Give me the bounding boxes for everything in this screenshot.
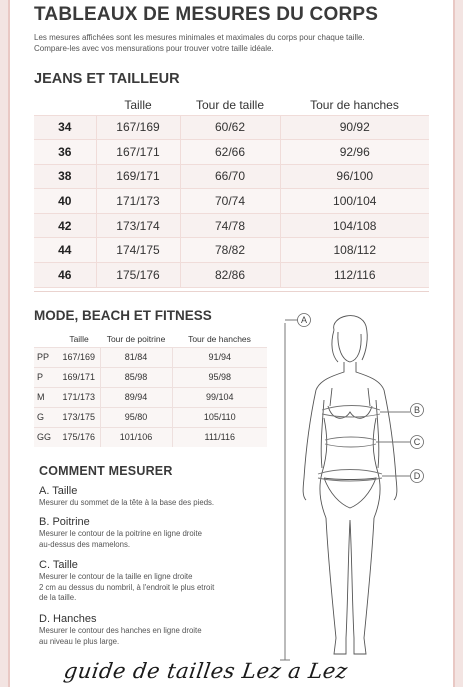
waist-band-lower (325, 444, 376, 447)
mode-col-header: Taille (69, 333, 89, 344)
table-row (34, 164, 429, 189)
hip-cell: 92/96 (280, 140, 429, 165)
shoulders-shape (316, 362, 384, 390)
step-title: C. Taille (39, 559, 78, 571)
hip-cell: 100/104 (280, 189, 429, 214)
bikini-straps (330, 388, 370, 406)
table-row (34, 387, 267, 407)
step-waist (39, 559, 274, 604)
step-desc-line: Mesurer du sommet de la tête à la base des pieds. (39, 498, 215, 507)
howto-heading: COMMENT MESURER (39, 464, 173, 478)
jeans-col-header: Tour de taille (195, 97, 265, 112)
brand-signature: guide de tailles Lez a Lez (62, 659, 350, 683)
step-height (39, 485, 274, 509)
mode-heading: MODE, BEACH ET FITNESS (34, 308, 212, 323)
height-cell: 175/176 (96, 263, 180, 288)
jeans-col-header: Tour de hanches (310, 97, 399, 112)
waist-cell: 74/78 (180, 213, 280, 238)
hair-shape (332, 316, 367, 362)
table-row (34, 115, 429, 140)
height-cell: 167/169 (58, 347, 100, 367)
height-cell: 171/173 (58, 387, 100, 407)
table-row (34, 140, 429, 165)
bust-cell: 95/80 (100, 407, 172, 427)
table-row (34, 367, 267, 387)
size-cell: GG (34, 427, 58, 447)
page-title: TABLEAUX DE MESURES DU CORPS (34, 4, 379, 25)
jeans-size-table (34, 95, 429, 288)
table-row (34, 189, 429, 214)
size-cell: PP (34, 347, 58, 367)
size-cell: 38 (34, 164, 96, 189)
intro-text (34, 33, 429, 54)
section-divider (34, 291, 429, 292)
height-cell: 169/171 (96, 164, 180, 189)
mode-col-header (34, 331, 58, 347)
jeans-heading: JEANS ET TAILLEUR (34, 71, 180, 87)
size-cell: G (34, 407, 58, 427)
step-desc-line: au-dessus des mamelons. (39, 539, 131, 549)
bust-band-lower (322, 414, 380, 417)
size-cell: M (34, 387, 58, 407)
size-cell: 44 (34, 238, 96, 263)
waist-cell: 60/62 (180, 115, 280, 140)
label-a: A (300, 315, 308, 325)
step-desc-line: Mesurer le contour de la poitrine en ligne droite (39, 529, 202, 538)
mode-size-table (34, 331, 267, 447)
measurement-bands (318, 406, 410, 482)
table-row (34, 347, 267, 367)
bust-cell: 85/98 (100, 367, 172, 387)
jeans-header-row (34, 95, 429, 115)
waist-cell: 82/86 (180, 263, 280, 288)
table-row (34, 263, 429, 288)
bust-cell: 89/94 (100, 387, 172, 407)
hip-cell: 104/108 (280, 213, 429, 238)
label-b: B (413, 405, 421, 415)
hip-cell: 95/98 (172, 367, 267, 387)
step-desc-line: Mesurer le contour de la taille en ligne droite (39, 572, 193, 581)
step-title: D. Hanches (39, 613, 97, 625)
height-cell: 173/175 (58, 407, 100, 427)
hip-cell: 111/116 (172, 427, 267, 447)
intro-line-2: Compare-les avec vos mensurations pour trouver votre taille idéale. (34, 43, 274, 53)
label-c: C (413, 437, 421, 447)
step-desc-line: Mesurer le contour des hanches en ligne droite (39, 626, 202, 635)
waist-cell: 78/82 (180, 238, 280, 263)
hip-band (318, 470, 382, 475)
table-row (34, 238, 429, 263)
height-cell: 167/171 (96, 140, 180, 165)
left-edge-border (0, 0, 8, 687)
height-cell: 167/169 (96, 115, 180, 140)
height-cell: 173/174 (96, 213, 180, 238)
mode-header-row (34, 331, 267, 347)
size-cell: 34 (34, 115, 96, 140)
step-desc-line: 2 cm au dessus du nombril, à l'endroit le plus etroit (39, 582, 215, 592)
height-cell: 169/171 (58, 367, 100, 387)
mode-col-header: Tour de poitrine (106, 333, 166, 344)
body-outline (300, 315, 397, 654)
waist-cell: 62/66 (180, 140, 280, 165)
table-row (34, 407, 267, 427)
table-row (34, 213, 429, 238)
intro-line-1: Les mesures affichées sont les mesures minimales et maximales du corps pour chaque taille. (34, 33, 365, 42)
table-row (34, 427, 267, 447)
hip-cell: 91/94 (172, 347, 267, 367)
height-cell: 175/176 (58, 427, 100, 447)
waist-band (325, 437, 376, 440)
hip-cell: 96/100 (280, 164, 429, 189)
label-d: D (413, 471, 421, 481)
legs-shape (326, 518, 374, 654)
size-cell: 36 (34, 140, 96, 165)
height-cell: 171/173 (96, 189, 180, 214)
waist-cell: 66/70 (180, 164, 280, 189)
hip-cell: 90/92 (280, 115, 429, 140)
hip-cell: 112/116 (280, 263, 429, 288)
waist-cell: 70/74 (180, 189, 280, 214)
size-cell: P (34, 367, 58, 387)
step-title: B. Poitrine (39, 516, 90, 528)
hip-cell: 99/104 (172, 387, 267, 407)
arms-shape (303, 390, 397, 500)
hip-cell: 105/110 (172, 407, 267, 427)
size-cell: 42 (34, 213, 96, 238)
face-shape (338, 332, 361, 362)
height-cell: 174/175 (96, 238, 180, 263)
step-desc-line: au niveau le plus large. (39, 636, 120, 646)
step-hips (39, 613, 274, 647)
step-bust (39, 516, 274, 550)
jeans-col-header (34, 95, 96, 115)
bust-cell: 81/84 (100, 347, 172, 367)
jeans-col-header: Taille (124, 97, 152, 112)
hip-cell: 108/112 (280, 238, 429, 263)
step-desc-line: de la taille. (39, 593, 77, 602)
body-measurement-figure (270, 308, 460, 668)
torso-shape (320, 418, 380, 518)
mode-col-header: Tour de hanches (188, 333, 251, 344)
step-title: A. Taille (39, 485, 78, 497)
bust-cell: 101/106 (100, 427, 172, 447)
bikini-bottom-shape (324, 478, 376, 508)
size-cell: 46 (34, 263, 96, 288)
size-cell: 40 (34, 189, 96, 214)
